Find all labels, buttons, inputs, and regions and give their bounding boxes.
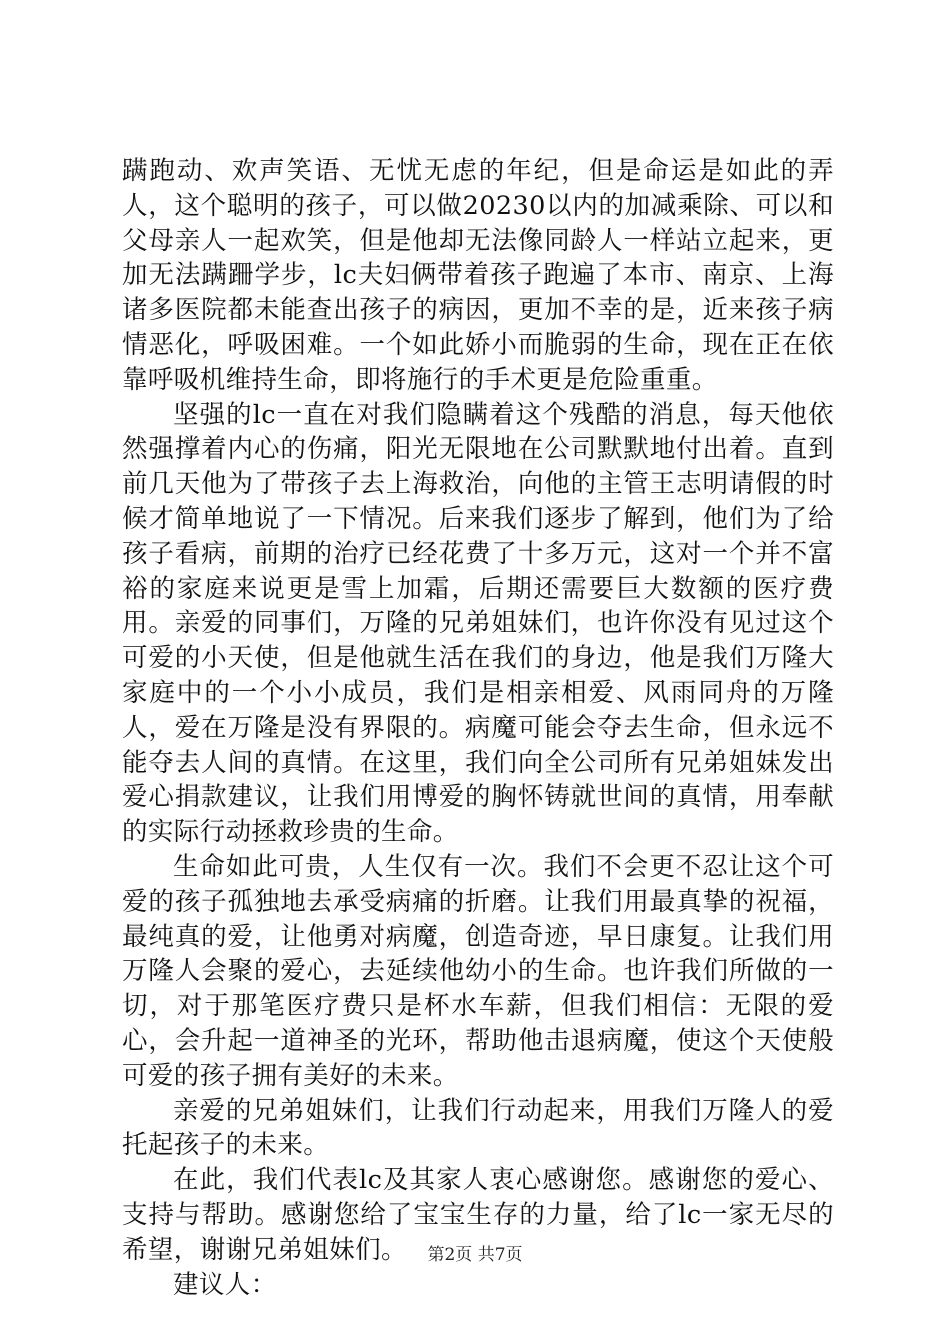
document-body [122, 154, 834, 1302]
paragraph-appeal: 生命如此可贵，人生仅有一次。我们不会更不忍让这个可爱的孩子孤独地去承受病痛的折磨。让我们用最真挚的祝福，最纯真的爱，让他勇对病魔，创造奇迹，早日康复。让我们用万隆人会聚的爱心，去延续他幼小的生命。也许我们所做的一切，对于那笔医疗费只是杯水车薪，但我们相信：无限的爱心，会升起一道神圣的光环，帮助他击退病魔，使这个天使般可爱的孩子拥有美好的未来。 [122, 851, 834, 1091]
paragraph-thanks: 在此，我们代表lc及其家人衷心感谢您。感谢您的爱心、支持与帮助。感谢您给了宝宝生存的力量，给了lc一家无尽的希望，谢谢兄弟姐妹们。 [122, 1165, 834, 1265]
paragraph-call-to-action: 亲爱的兄弟姐妹们，让我们行动起来，用我们万隆人的爱托起孩子的未来。 [122, 1095, 834, 1161]
paragraph-continuation: 蹒跑动、欢声笑语、无忧无虑的年纪，但是命运是如此的弄人，这个聪明的孩子，可以做20230以内的加减乘除、可以和父母亲人一起欢笑，但是他却无法像同龄人一样站立起来，更加无法蹒跚学步，lc夫妇俩带着孩子跑遍了本市、南京、上海诸多医院都未能查出孩子的病因，更加不幸的是，近来孩子病情恶化，呼吸困难。一个如此娇小而脆弱的生命，现在正在依靠呼吸机维持生命，即将施行的手术更是危险重重。 [122, 156, 834, 395]
paragraph-lc-story: 坚强的lc一直在对我们隐瞒着这个残酷的消息，每天他依然强撑着内心的伤痛，阳光无限地在公司默默地付出着。直到前几天他为了带孩子去上海救治，向他的主管王志明请假的时候才简单地说了一下情况。后来我们逐步了解到，他们为了给孩子看病，前期的治疗已经花费了十多万元，这对一个并不富裕的家庭来说更是雪上加霜，后期还需要巨大数额的医疗费用。亲爱的同事们，万隆的兄弟姐妹们，也许你没有见过这个可爱的小天使，但是他就生活在我们的身边，他是我们万隆大家庭中的一个小小成员，我们是相亲相爱、风雨同舟的万隆人，爱在万隆是没有界限的。病魔可能会夺去生命，但永远不能夺去人间的真情。在这里，我们向全公司所有兄弟姐妹发出爱心捐款建议，让我们用博爱的胸怀铸就世间的真情，用奉献的实际行动拯救珍贵的生命。 [122, 399, 834, 848]
page-number-footer: 第2页 共7页 [427, 1245, 523, 1265]
proposer-signature-line: 建议人： [173, 1269, 277, 1300]
